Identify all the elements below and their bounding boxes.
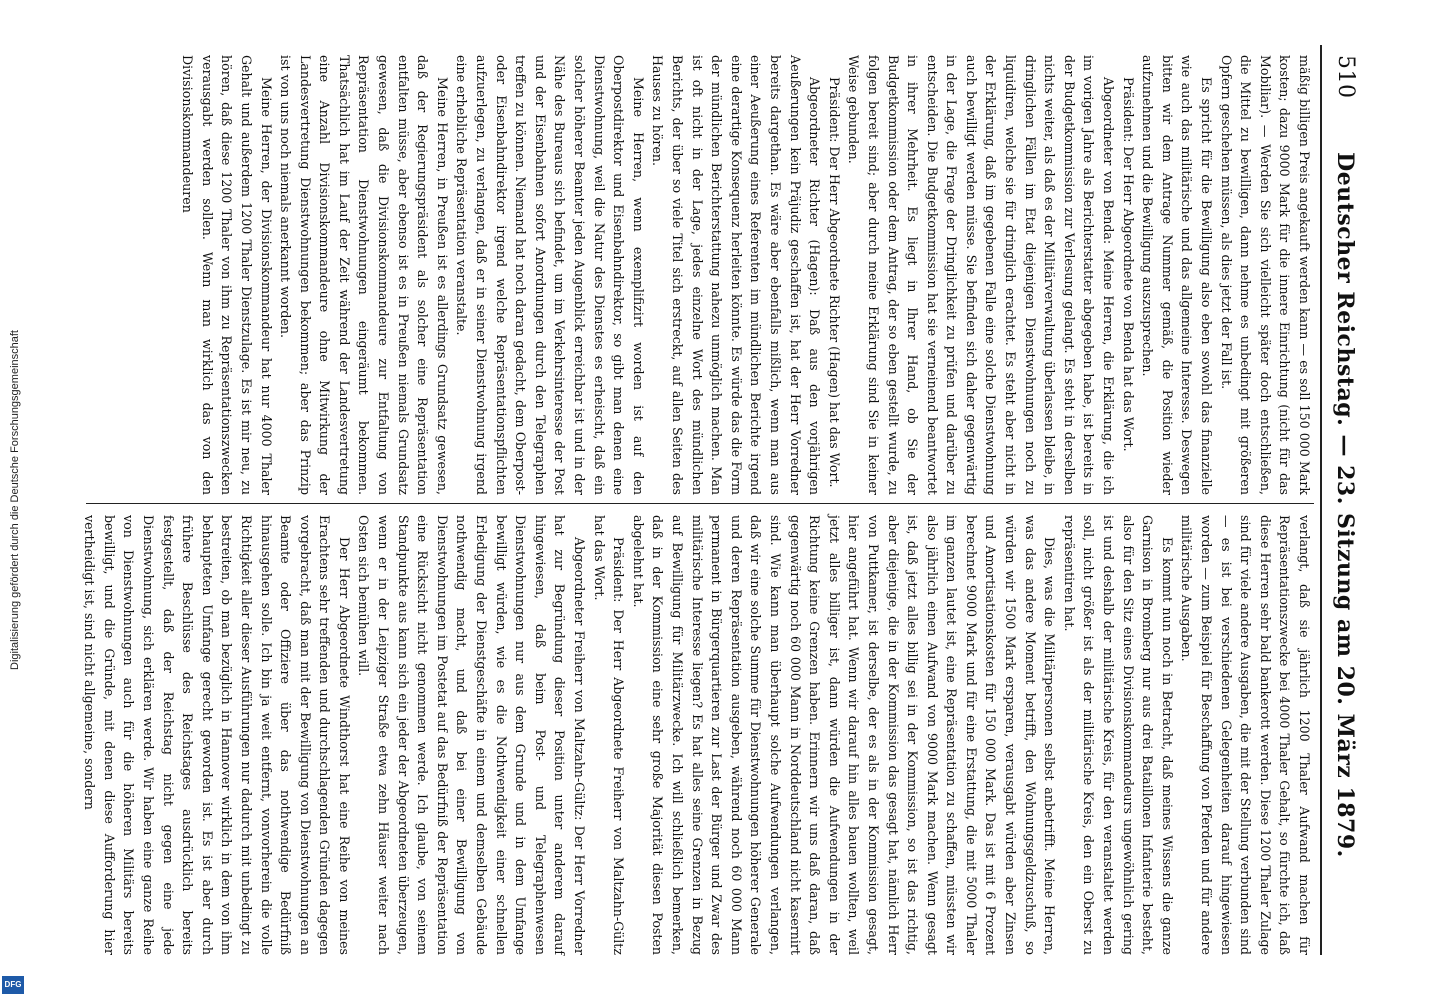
page-title: Deutscher Reichstag. — 23. Sitzung am 20. März 1879. (1332, 152, 1358, 858)
paragraph: Abgeordneter Freiherr von Maltzahn-Gültz: Der Herr Vorredner hat zur Begründung dieser Position unter anderem darauf hingewiesen, daß beim Post- und Telegraphenwesen Dienstwohnungen nur aus dem Grunde und in dem Umfange bewilligt würden, wie es die Nothwendigkeit einer schnellen Erledigung der Dienstgeschäfte in einem und demselben Gebäude nothwendig macht, und daß bei einer Bewilligung von Dienstwohnungen im Postetat auf das Bedürfniß der Repräsentation eine Rücksicht nicht genommen werde. Ich glaube, von seinem Standpunkte aus kann sich ein jeder der Abgeordneten überzeugen, wenn er in der Leipziger Straße etwa zehn Häuser weiter nach Osten sich bemühen will. (356, 515, 588, 955)
right-column (82, 515, 1314, 955)
page-number: 510 (1333, 55, 1358, 99)
column-divider (86, 503, 1314, 504)
dfg-logo: DFG (2, 976, 24, 994)
paragraph: mäßig billigen Preis angekauft werden kann — es soll 150 000 Mark kosten; dazu 9000 Mark für die innere Einrichtung (nicht für das Mobiliar). — Werden Sie sich vielleicht später doch entschließen, die Mittel zu bewilligen, dann nehme es unbedingt mit größeren Opfern geschehen müssen, als dies jetzt der Fall ist. (1218, 55, 1312, 495)
paragraph: Abgeordneter von Benda: Meine Herren, die Erklärung, die ich im vorigen Jahre als Berichterstatter abgegeben habe, ist bereits in der Budgetkommission zur Verlesung gelangt. Es steht in derselben nichts weiter, als daß es der Militärverwaltung überlassen bleibe, in dringlichen Fällen im Etat diejenigen Dienstwohnungen noch zu liquidiren, welche sie für dringlich erachtet. Es steht aber nicht in der Erklärung, daß im gegebenen Falle eine solche Dienstwohnung auch bewilligt werden müsse. Sie befinden sich daher gegenwärtig in der Lage, die Frage der Dringlichkeit zu prüfen und darüber zu entscheiden. Die Budgetkommission hat sie verneinend beantwortet in ihrer Mehrheit. Es liegt in Ihrer Hand, ob Sie der Budgetkommission oder dem Antrag, der so eben gestellt wurde, zu folgen bereit sind; aber durch meine Erklärung sind Sie in keiner Weise gebunden. (846, 55, 1117, 495)
left-column (96, 55, 1314, 495)
paragraph: Der Herr Abgeordnete Windthorst hat eine Reihe von meines Erachtens sehr treffenden und durchschlagenden Gründen dagegen vorgebracht, daß man mit der Bewilligung von Dienstwohnungen an Beamte oder Offiziere über das nothwendige Bedürfniß hinausgehen solle. Ich bin ja weit entfernt, vonvorherein die volle Richtigkeit aller dieser Ausführungen nur dadurch mit unbedingt zu bestreiten, ob man bezüglich in Hannover wirklich in dem von ihm behaupteten Umfange gerecht geworden ist. Es ist aber durch frühere Beschlüsse des Reichstages ausdrücklich bereits festgestellt, daß der Reichstag nicht gegen eine jede Dienstwohnung, sich erklären werde. Wir haben eine ganze Reihe von Dienstwohnungen auch für die höheren Militärs bereits bewilligt, und die Gründe, mit denen diese Aufforderung hier vertheidigt ist, sind nicht allgemeine, sondern (82, 515, 352, 955)
page-header (1324, 55, 1358, 955)
header-rule (1320, 45, 1322, 955)
digitization-note (4, 0, 26, 1000)
paragraph: Abgeordneter Richter (Hagen): Daß aus den vorjährigen Aeußerungen kein Präjudiz geschaffen ist, hat der Herr Vorredner bereits dargethan. Es wäre aber ebenfalls mißlich, wenn man aus einer Aeußerung eines Referenten im mündlichen Berichte irgend eine derartige Konsequenz herleiten könnte. Es würde das die Form der mündlichen Berichterstattung nahezu unmöglich machen. Man ist oft nicht in der Lage, jedes einzelne Wort des mündlichen Berichts, der über so viele Titel sich erstreckt, auf allen Seiten des Hauses zu hören. (650, 55, 823, 495)
digitization-note-text: Digitalisierung gefördert durch die Deutsche Forschungsgemeinschaft (9, 330, 21, 670)
paragraph: Es spricht für die Bewilligung also eben sowohl das finanzielle wie auch das militärische und das allgemeine Interesse. Deswegen bitten wir dem Antrage Nummer gemäß, die Position wieder aufzunehmen und die Bewilligung auszusprechen. (1140, 55, 1215, 495)
document-page (66, 25, 1366, 975)
paragraph: Meine Herren, in Preußen ist es allerdings Grundsatz gewesen, daß der Regierungspräsident als solcher eine Repräsentation entfalten müsse, aber ebenso ist es in Preußen niemals Grundsatz gewesen, daß die Divisionskommandeure zur Entfaltung von Repräsentation Dienstwohnungen eingeräumt bekommen. Thatsächlich hat im Lauf der Zeit während der Landesvertretung eine Anzahl Divisionskommandeure ohne Mitwirkung der Landesvertretung Dienstwohnungen bekommen; aber das Prinzip ist von uns noch niemals anerkannt worden. (278, 55, 450, 495)
paragraph: Präsident: Der Herr Abgeordnete Freiherr von Maltzahn-Gültz hat das Wort. (591, 515, 627, 955)
paragraph: Dies, was die Militärpersonen selbst anbetrifft. Meine Herren, was das andere Moment betrifft, den Wohnungsgeldzuschuß, so würden wir 1500 Mark ersparen, verausgabt würden aber Zinsen und Amortisationskosten für 150 000 Mark. Das ist mit 6 Prozent berechnet 9000 Mark und für eine Erstattung, die mit 5000 Thaler im ganzen lautet ist, eine Repräsentation zu schaffen, müssten wir also jährlich einen Aufwand von 9000 Mark machen. Wenn gesagt ist, daß jetzt alles billig sei in der Kommission, so ist das richtig, aber diejenige, die in der Kommission das gesagt hat, nämlich Herr von Puttkamer, ist derselbe, der es als in der Kommission gesagt, hier angeführt hat. Wenn wir darauf hin alles bauen wollten, weil jetzt alles billiger ist, dann würden die Aufwendungen in der Richtung keine Grenzen haben. Erinnern wir uns daß daran, daß gegenwärtig noch 60 000 Mann in Norddeutschland nicht kasernirt sind. Wie kann man überhaupt solche Aufwendungen verlangen, daß wir eine solche Summe für Dienstwohnungen höherer Generale und deren Repräsentation ausgeben, während noch 60 000 Mann permanent in Bürgerquartieren zur Last der Bürger und Zwar des militärische Interesse liegen? Es hat alles seine Grenzen in Bezug auf Bewilligung für Militärzwecke. Ich will schließlich bemerken, daß in der Kommission eine sehr große Majorität diesen Posten abgelehnt hat. (630, 515, 1058, 955)
paragraph: Meine Herren, wenn exemplifizirt worden ist auf den Oberpostdirektor und Eisenbahndirektor, so gibt man denen eine Dienstwohnung, weil die Natur des Dienstes es erheischt, daß ein solcher höherer Beamter jeden Augenblick erreichbar ist und in der Nähe des Bureaus sich befindet, um im Verkehrsinteresse der Post und der Eisenbahnen sofort Anordnungen durch den Telegraphen treffen zu können. Niemand hat noch daran gedacht, dem Oberpost- oder Eisenbahndirektor irgend welche Repräsentationspflichten aufzuerlegen, zu verlangen, daß er in seiner Dienstwohnung irgend eine erhebliche Repräsentation veranstalte. (454, 55, 646, 495)
paragraph: Präsident: Der Herr Abgeordnete Richter (Hagen) hat das Wort. (826, 77, 842, 488)
paragraph: Es kommt nun noch in Betracht, daß meines Wissens die ganze Garnison in Bromberg nur aus drei Bataillonen Infanterie besteht, also für den Sitz eines Divisionskommandeurs ungewöhnlich gering ist und deshalb der militärische Kreis, für den veranstaltet werden soll, nicht größer ist als der militärische Kreis, den ein Oberst zu repräsentiren hat. (1061, 515, 1175, 955)
paragraph: Präsident: Der Herr Abgeordnete von Benda hat das Wort. (1120, 77, 1136, 452)
paragraph: Meine Herren, der Divisionskommandeur hat nur 4000 Thaler Gehalt und außerdem 1200 Thaler Dienstzulage. Es ist mir neu, zu hören, daß diese 1200 Thaler von ihm zu Repräsentationszwecken verausgabt werden sollen. Wenn man wirklich das von den Divisionskommandeuren (180, 55, 274, 495)
paragraph: verlangt, daß sie jährlich 1200 Thaler Aufwand machen für Repräsentationszwecke bei 4000 Thaler Gehalt, so fürchte ich, daß diese Herren sehr bald bankerott werden. Diese 1200 Thaler Zulage sind für viele andere Ausgaben, die mit der Stellung verbunden sind — es ist bei verschiedenen Gelegenheiten darauf hingewiesen worden — zum Beispiel für Beschaffung von Pferden und für andere militärische Ausgaben. (1179, 515, 1312, 955)
